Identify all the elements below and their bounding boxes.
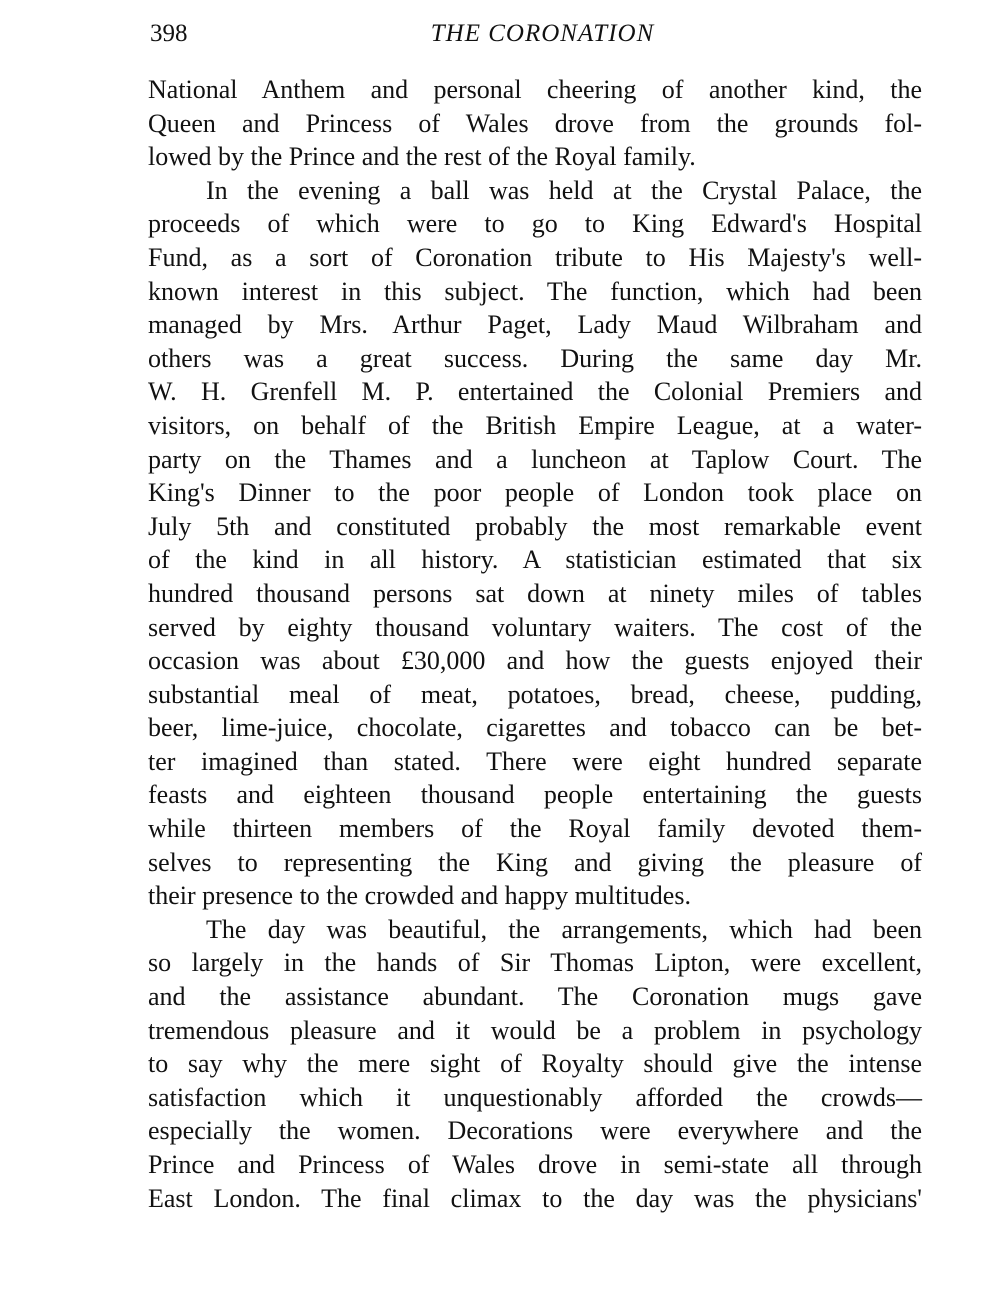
text-line: The day was beautiful, the arrangements, which had been <box>206 914 922 944</box>
text-line: their presence to the crowded and happy multitudes. <box>148 881 691 911</box>
text-line: Prince and Princess of Wales drove in semi-state all through <box>148 1150 922 1179</box>
text-line: ter imagined than stated. There were eight hundred separate <box>148 746 922 776</box>
text-line: of the kind in all history. A statistician estimated that six <box>148 545 922 575</box>
text-line: National Anthem and personal cheering of another kind, the <box>148 75 922 104</box>
text-line: W. H. Grenfell M. P. entertained the Colonial Premiers and <box>148 377 922 407</box>
body-text <box>148 73 922 1215</box>
text-line: and the assistance abundant. The Coronation mugs gave <box>148 982 922 1012</box>
running-title: THE CORONATION <box>430 20 655 47</box>
text-line: served by eighty thousand voluntary waiters. The cost of the <box>148 612 922 642</box>
text-line: King's Dinner to the poor people of London took place on <box>148 478 922 508</box>
text-line: lowed by the Prince and the rest of the Royal family. <box>148 142 696 172</box>
text-line: In the evening a ball was held at the Crystal Palace, the <box>206 175 922 205</box>
text-line: visitors, on behalf of the British Empire League, at a water- <box>148 410 922 440</box>
text-line: satisfaction which it unquestionably afforded the crowds— <box>148 1082 922 1112</box>
text-line: so largely in the hands of Sir Thomas Lipton, were excellent, <box>148 948 922 978</box>
text-line: hundred thousand persons sat down at ninety miles of tables <box>148 578 922 608</box>
text-line: occasion was about £30,000 and how the guests enjoyed their <box>148 646 922 676</box>
text-line: Queen and Princess of Wales drove from the grounds fol- <box>148 108 922 138</box>
text-line: others was a great success. During the same day Mr. <box>148 343 922 373</box>
text-line: East London. The final climax to the day was the physicians' <box>148 1183 922 1213</box>
text-line: especially the women. Decorations were everywhere and the <box>148 1116 922 1146</box>
text-line: while thirteen members of the Royal family devoted them- <box>148 814 922 844</box>
text-line: July 5th and constituted probably the most remarkable event <box>148 511 922 541</box>
text-line: party on the Thames and a luncheon at Taplow Court. The <box>148 444 922 474</box>
text-line: selves to representing the King and giving the pleasure of <box>148 847 922 877</box>
text-line: substantial meal of meat, potatoes, bread, cheese, pudding, <box>148 679 922 709</box>
text-line: proceeds of which were to go to King Edward's Hospital <box>148 209 922 239</box>
text-line: Fund, as a sort of Coronation tribute to His Majesty's well- <box>148 242 922 272</box>
text-line: feasts and eighteen thousand people entertaining the guests <box>148 780 922 810</box>
text-line: known interest in this subject. The function, which had been <box>148 276 922 306</box>
text-line: to say why the mere sight of Royalty should give the intense <box>148 1049 922 1079</box>
text-line: tremendous pleasure and it would be a problem in psychology <box>148 1015 922 1045</box>
text-line: managed by Mrs. Arthur Paget, Lady Maud Wilbraham and <box>148 310 922 340</box>
text-line: beer, lime-juice, chocolate, cigarettes and tobacco can be bet- <box>148 713 922 743</box>
page-number: 398 <box>150 20 188 47</box>
